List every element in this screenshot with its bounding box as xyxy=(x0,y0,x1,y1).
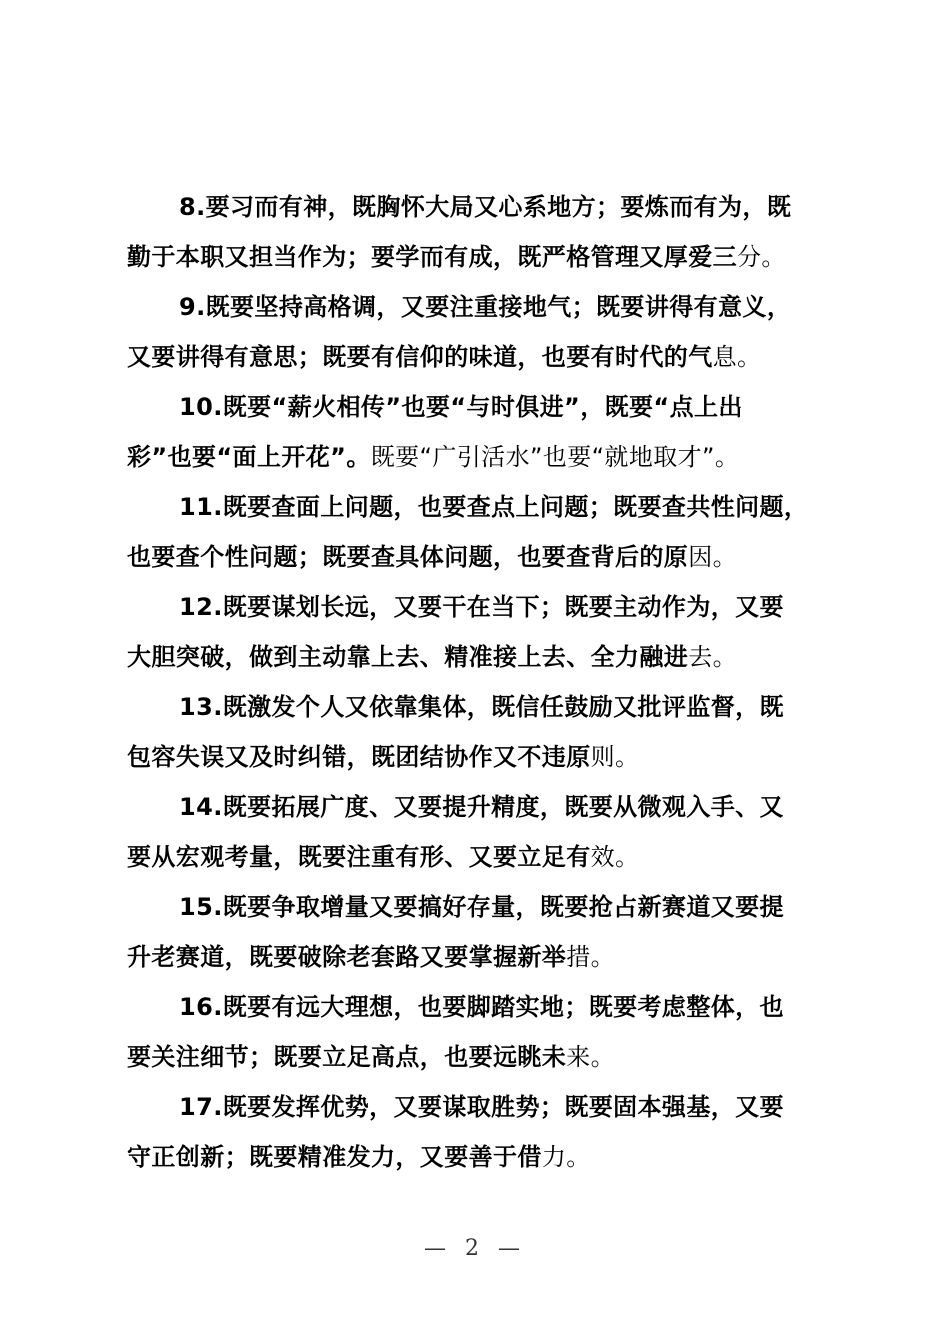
paragraph-line xyxy=(127,632,839,682)
line-regular-text: 措。 xyxy=(566,943,616,971)
line-bold-text: 9.既要坚持高格调，又要注重接地气；既要讲得有意义， xyxy=(179,293,792,321)
paragraph xyxy=(127,182,839,282)
line-bold-text: 也要查个性问题；既要查具体问题，也要查背后的原 xyxy=(127,543,689,571)
line-regular-text: 分。 xyxy=(737,243,786,271)
line-bold-text: 大胆突破，做到主动靠上去、精准接上去、全力融进 xyxy=(127,643,689,671)
line-regular-text: 息。 xyxy=(712,343,762,371)
line-regular-text: 既要“广引活水”也要“就地取才”。 xyxy=(370,443,740,471)
paragraph-line xyxy=(127,682,839,732)
paragraph xyxy=(127,982,839,1082)
paragraph-line xyxy=(127,1082,839,1132)
line-regular-text: 效。 xyxy=(590,843,640,871)
line-bold-text: 8.要习而有神，既胸怀大局又心系地方；要炼而有为，既 xyxy=(179,193,792,221)
line-regular-text: 去。 xyxy=(688,643,738,671)
line-bold-text: 12.既要谋划长远，又要干在当下；既要主动作为，又要 xyxy=(179,593,784,621)
paragraph-line xyxy=(127,1032,839,1082)
paragraph-line xyxy=(127,532,839,582)
paragraph-line xyxy=(127,182,839,232)
paragraph xyxy=(127,382,839,482)
line-bold-text: 15.既要争取增量又要搞好存量，既要抢占新赛道又要提 xyxy=(179,893,784,921)
body-text xyxy=(127,182,839,1182)
paragraph-line xyxy=(127,432,839,482)
paragraph-line xyxy=(127,782,839,832)
line-bold-text: 守正创新；既要精准发力，又要善于借 xyxy=(127,1143,542,1171)
line-bold-text: 要从宏观考量，既要注重有形、又要立足有 xyxy=(127,843,591,871)
line-bold-text: 勤于本职又担当作为；要学而有成，既严格管理又厚爱三 xyxy=(127,243,737,271)
paragraph-line xyxy=(127,1132,839,1182)
line-bold-text: 10.既要“薪火相传”也要“与时俱进”，既要“点上出 xyxy=(179,393,743,421)
page-number: — 2 — xyxy=(424,1236,526,1261)
line-bold-text: 17.既要发挥优势，又要谋取胜势；既要固本强基，又要 xyxy=(179,1093,784,1121)
line-bold-text: 11.既要查面上问题，也要查点上问题；既要查共性问题， xyxy=(179,493,809,521)
line-regular-text: 则。 xyxy=(590,743,640,771)
paragraph-line xyxy=(127,882,839,932)
line-bold-text: 又要讲得有意思；既要有信仰的味道，也要有时代的气 xyxy=(127,343,713,371)
line-bold-text: 14.既要拓展广度、又要提升精度，既要从微观入手、又 xyxy=(179,793,784,821)
paragraph-line xyxy=(127,232,839,282)
line-bold-text: 13.既激发个人又依靠集体，既信任鼓励又批评监督，既 xyxy=(179,693,784,721)
paragraph-line xyxy=(127,332,839,382)
paragraph-line xyxy=(127,982,839,1032)
paragraph xyxy=(127,1082,839,1182)
paragraph-line xyxy=(127,282,839,332)
line-regular-text: 来。 xyxy=(566,1043,616,1071)
line-bold-text: 要关注细节；既要立足高点，也要远眺未 xyxy=(127,1043,567,1071)
line-bold-text: 彩”也要“面上开花”。 xyxy=(127,443,371,471)
paragraph xyxy=(127,882,839,982)
line-bold-text: 升老赛道，既要破除老套路又要掌握新举 xyxy=(127,943,567,971)
paragraph-line xyxy=(127,482,839,532)
paragraph xyxy=(127,282,839,382)
paragraph xyxy=(127,682,839,782)
line-bold-text: 包容失误又及时纠错，既团结协作又不违原 xyxy=(127,743,591,771)
paragraph-line xyxy=(127,732,839,782)
paragraph-line xyxy=(127,582,839,632)
line-bold-text: 16.既要有远大理想，也要脚踏实地；既要考虑整体，也 xyxy=(179,993,784,1021)
paragraph xyxy=(127,582,839,682)
paragraph-line xyxy=(127,832,839,882)
line-regular-text: 力。 xyxy=(541,1143,591,1171)
paragraph-line xyxy=(127,932,839,982)
line-regular-text: 因。 xyxy=(688,543,738,571)
paragraph-line xyxy=(127,382,839,432)
paragraph xyxy=(127,782,839,882)
paragraph xyxy=(127,482,839,582)
